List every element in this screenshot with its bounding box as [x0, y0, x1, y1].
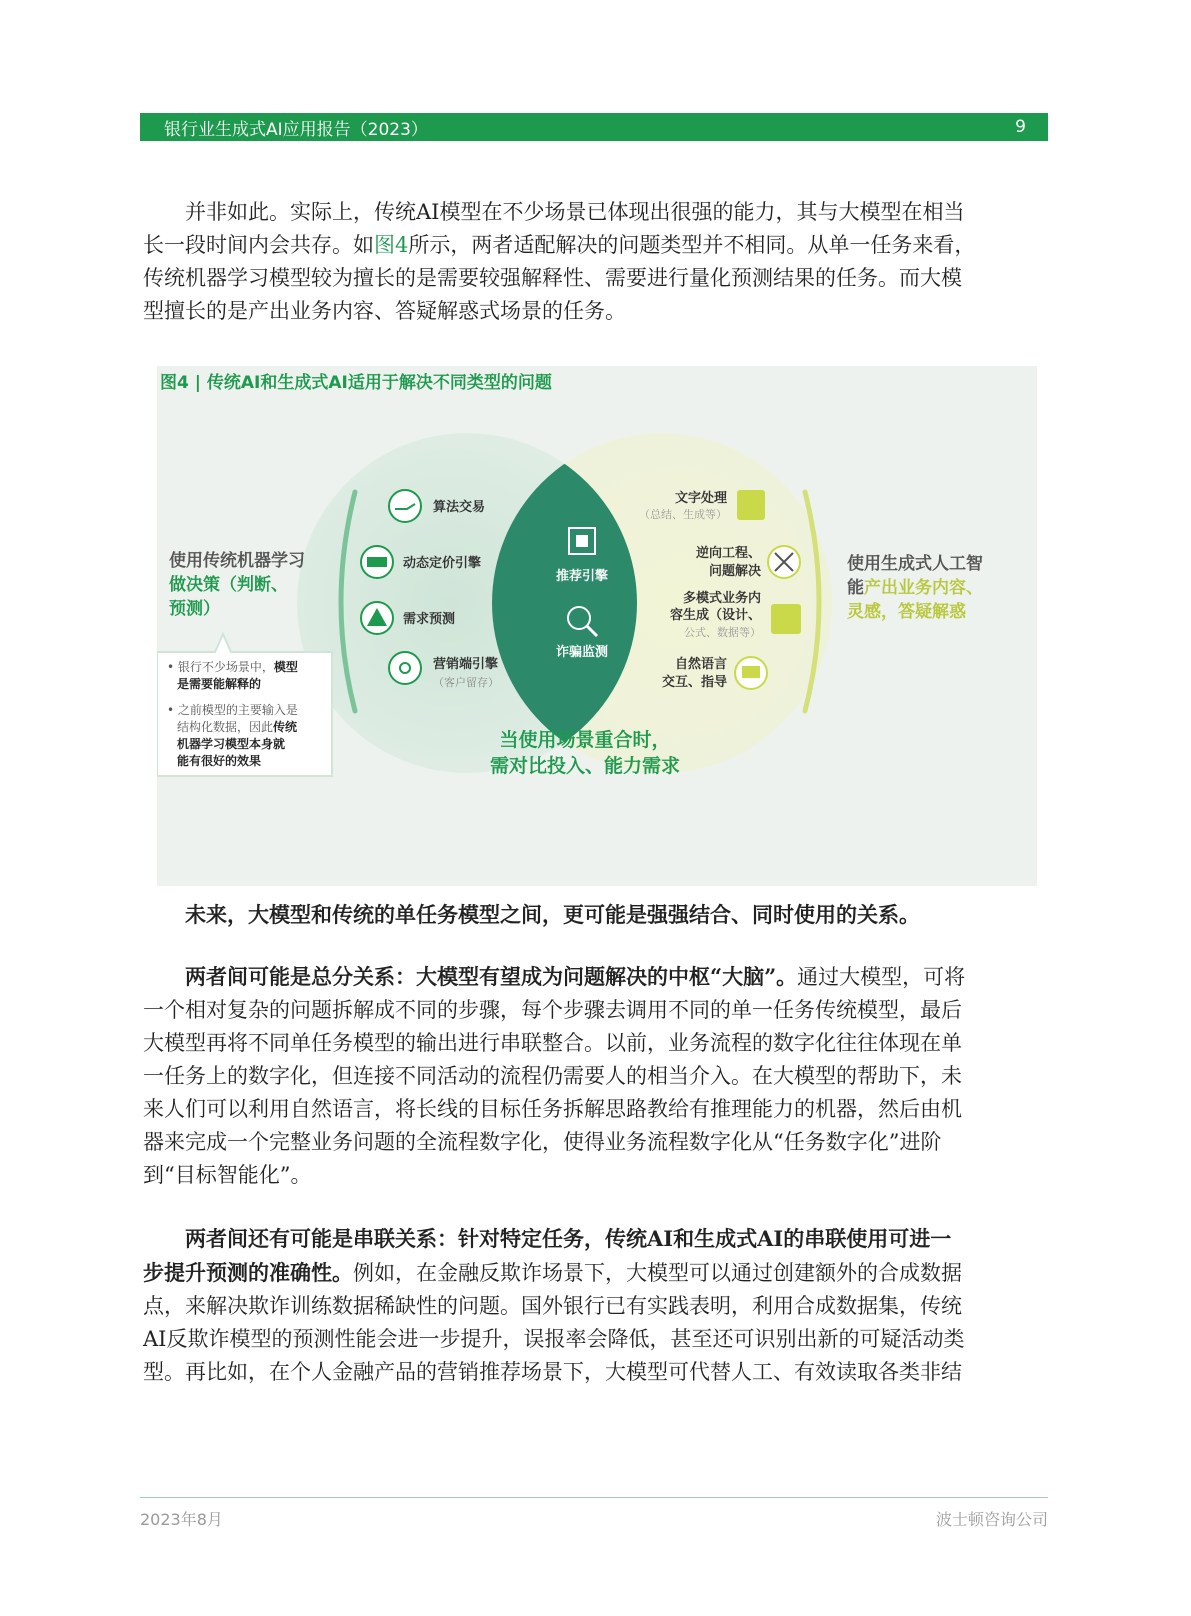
right-item-2-line-1: 逆向工程、 — [695, 546, 761, 561]
right-item-3-line-2: 容生成（设计、 — [669, 608, 761, 623]
p4-line-4: AI反欺诈模型的预测性能会进一步提升，误报率会降低，甚至还可识别出新的可疑活动类 — [143, 1327, 965, 1351]
right-item-1-line-2: （总结、生成等） — [639, 508, 727, 521]
figure-4-link[interactable]: 图4 — [374, 233, 409, 257]
p3-line-1: 两者间可能是总分关系：大模型有望成为问题解决的中枢“大脑”。通过大模型，可将 — [185, 964, 966, 989]
note-1-line-2: 是需要能解释的 — [177, 677, 262, 691]
right-item-3-line-1: 多模式业务内 — [682, 591, 761, 606]
figure-4-diagram — [157, 366, 1037, 886]
right-label-line-2: 能产出业务内容、 — [847, 578, 983, 598]
paragraph-serial — [143, 1222, 1047, 1389]
overlap-caption-line-2: 需对比投入、能力需求 — [489, 755, 681, 777]
figure-title: 图4 | 传统AI和生成式AI适用于解决不同类型的问题 — [160, 373, 552, 393]
left-label-line-1: 使用传统机器学习 — [169, 551, 305, 571]
center-item-1: 推荐引擎 — [555, 569, 609, 584]
right-item-4-line-1: 自然语言 — [674, 657, 727, 672]
left-item-4: 营销端引擎 — [433, 657, 499, 672]
note-2-line-4: 能有很好的效果 — [177, 754, 262, 768]
p4-line-3: 点，来解决欺诈训练数据稀缺性的问题。国外银行已有实践表明，利用合成数据集，传统 — [143, 1294, 962, 1318]
p3-line-7: 到“目标智能化”。 — [143, 1163, 312, 1187]
note-1-line-1: • 银行不少场景中，模型 — [167, 660, 298, 674]
center-item-2: 诈骗监测 — [555, 645, 609, 660]
intro-paragraph — [143, 196, 1047, 328]
grid-icon — [771, 604, 801, 634]
p4-line-5: 型。再比如，在个人金融产品的营销推荐场景下，大模型可代替人工、有效读取各类非结 — [143, 1360, 962, 1384]
left-label-line-3: 预测） — [169, 599, 220, 619]
right-item-1-line-1: 文字处理 — [674, 491, 727, 506]
intro-line-3: 传统机器学习模型较为擅长的是需要较强解释性、需要进行量化预测结果的任务。而大模 — [143, 266, 962, 290]
right-item-2-line-2: 问题解决 — [708, 564, 761, 579]
hand-coin-icon — [389, 490, 421, 522]
intro-line-2: 长一段时间内会共存。如图4所示，两者适配解决的问题类型并不相同。从单一任务来看， — [143, 233, 976, 257]
paragraph-hierarchical — [143, 960, 1047, 1192]
right-label-line-3: 灵感，答疑解惑 — [847, 602, 966, 622]
document-icon — [737, 490, 765, 520]
figure-4 — [157, 366, 1037, 886]
page-header — [140, 113, 1048, 141]
footer-divider — [140, 1497, 1048, 1498]
left-item-3: 需求预测 — [403, 612, 456, 627]
p4-line-2: 步提升预测的准确性。例如，在金融反欺诈场景下，大模型可以通过创建额外的合成数据 — [143, 1260, 962, 1285]
right-item-4-line-2: 交互、指导 — [661, 675, 727, 690]
page-number: 9 — [1015, 117, 1026, 137]
left-item-2: 动态定价引擎 — [403, 556, 482, 571]
note-2-line-1: • 之前模型的主要输入是 — [167, 703, 298, 717]
footer-date: 2023年8月 — [140, 1510, 223, 1529]
left-item-1: 算法交易 — [433, 500, 486, 515]
footer-company: 波士顿咨询公司 — [935, 1510, 1048, 1529]
note-2-line-2: 结构化数据，因此传统 — [177, 720, 298, 734]
intro-line-1: 并非如此。实际上，传统AI模型在不少场景已体现出很强的能力，其与大模型在相当 — [185, 200, 965, 224]
right-label-line-1: 使用生成式人工智 — [847, 554, 983, 574]
p3-line-3: 大模型再将不同单任务模型的输出进行串联整合。以前，业务流程的数字化往往体现在单 — [143, 1031, 962, 1055]
p3-line-6: 器来完成一个完整业务问题的全流程数字化，使得业务流程数字化从“任务数字化”进阶 — [143, 1130, 942, 1154]
p3-line-5: 来人们可以利用自然语言，将长线的目标任务拆解思路教给有推理能力的机器，然后由机 — [143, 1097, 962, 1121]
left-label-line-2: 做决策（判断、 — [169, 575, 288, 595]
p4-line-1: 两者间还有可能是串联关系：针对特定任务，传统AI和生成式AI的串联使用可进一 — [185, 1226, 952, 1251]
report-title: 银行业生成式AI应用报告（2023） — [164, 119, 428, 140]
right-item-3-line-3: 公式、数据等） — [684, 626, 761, 639]
p3-line-4: 一任务上的数字化，但连接不同活动的流程仍需要人的相当介入。在大模型的帮助下，未 — [143, 1064, 962, 1088]
intro-line-4: 型擅长的是产出业务内容、答疑解惑式场景的任务。 — [143, 299, 626, 323]
overlap-caption-line-1: 当使用场景重合时， — [499, 729, 671, 751]
network-icon — [389, 652, 421, 684]
p3-line-2: 一个相对复杂的问题拆解成不同的步骤，每个步骤去调用不同的单一任务传统模型，最后 — [143, 998, 962, 1022]
note-2-line-3: 机器学习模型本身就 — [177, 737, 286, 751]
summary-paragraph: 未来，大模型和传统的单任务模型之间，更可能是强强结合、同时使用的关系。 — [185, 902, 920, 927]
left-item-4-sub: （客户留存） — [433, 676, 499, 689]
